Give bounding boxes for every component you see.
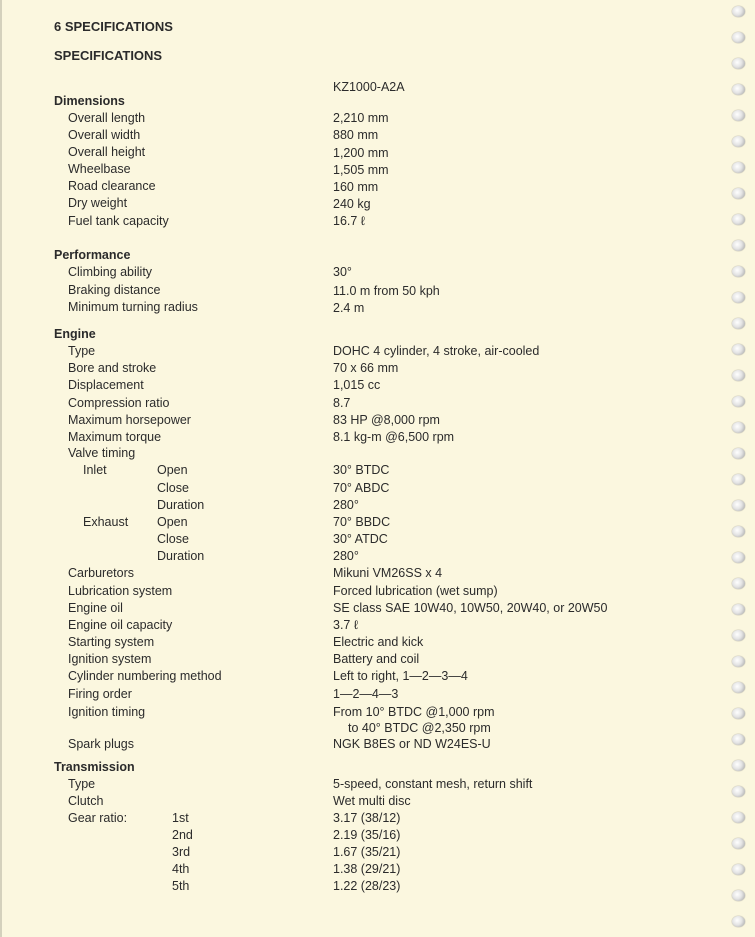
spec-value: 880 mm <box>333 128 379 142</box>
binder-hole <box>732 84 745 95</box>
spec-label: Valve timing <box>68 446 136 460</box>
valve-group-label: Exhaust <box>83 515 129 529</box>
spec-label: Compression ratio <box>68 396 170 410</box>
spec-value: 30° ATDC <box>333 532 388 546</box>
spec-value: 5-speed, constant mesh, return shift <box>333 777 533 791</box>
model-name: KZ1000-A2A <box>333 80 405 94</box>
gear-label: 4th <box>172 862 190 876</box>
binder-hole <box>732 422 745 433</box>
section-title-performance: Performance <box>54 248 131 262</box>
binder-hole <box>732 474 745 485</box>
spec-value: Left to right, 1—2—3—4 <box>333 669 468 683</box>
binder-hole <box>732 838 745 849</box>
spec-value: 1.67 (35/21) <box>333 845 401 859</box>
binder-hole <box>732 786 745 797</box>
section-title-engine: Engine <box>54 327 96 341</box>
spec-label: Climbing ability <box>68 265 153 279</box>
spec-value: 70 x 66 mm <box>333 361 399 375</box>
binder-hole <box>732 370 745 381</box>
valve-event-label: Duration <box>157 549 205 563</box>
spec-label: Ignition system <box>68 652 152 666</box>
spec-label: Displacement <box>68 378 144 392</box>
spec-value: Wet multi disc <box>333 794 411 808</box>
section-title-dimensions: Dimensions <box>54 94 125 108</box>
binder-hole <box>732 890 745 901</box>
spec-value: 16.7 ℓ <box>333 214 365 228</box>
spec-label: Clutch <box>68 794 104 808</box>
binder-hole <box>732 344 745 355</box>
spec-value: 1,015 cc <box>333 378 381 392</box>
binder-hole <box>732 6 745 17</box>
spec-value: 2.19 (35/16) <box>333 828 401 842</box>
binder-hole <box>732 292 745 303</box>
spec-value: 3.7 ℓ <box>333 618 358 632</box>
binder-hole <box>732 500 745 511</box>
spec-value: 1—2—4—3 <box>333 687 399 701</box>
spec-value-continuation: to 40° BTDC @2,350 rpm <box>348 721 491 735</box>
binder-hole <box>732 32 745 43</box>
spec-label: Cylinder numbering method <box>68 669 222 683</box>
spec-label: Lubrication system <box>68 584 173 598</box>
page-heading: SPECIFICATIONS <box>54 48 163 63</box>
binder-hole <box>732 656 745 667</box>
spec-label: Wheelbase <box>68 162 131 176</box>
spec-label: Type <box>68 777 96 791</box>
binder-hole <box>732 266 745 277</box>
gear-label: 1st <box>172 811 189 825</box>
binder-hole <box>732 708 745 719</box>
gear-label: 2nd <box>172 828 193 842</box>
spec-value: 70° ABDC <box>333 481 390 495</box>
binder-hole <box>732 916 745 927</box>
spec-value: 1,200 mm <box>333 146 389 160</box>
spec-label: Overall width <box>68 128 141 142</box>
binder-hole <box>732 682 745 693</box>
spec-value: 8.1 kg-m @6,500 rpm <box>333 430 455 444</box>
binder-hole <box>732 162 745 173</box>
binder-hole <box>732 318 745 329</box>
spec-value: 160 mm <box>333 180 379 194</box>
valve-event-label: Close <box>157 532 189 546</box>
spec-value: Battery and coil <box>333 652 420 666</box>
binder-hole <box>732 734 745 745</box>
spec-label: Maximum torque <box>68 430 162 444</box>
spec-value: 240 kg <box>333 197 371 211</box>
spec-label: Maximum horsepower <box>68 413 191 427</box>
spec-value: From 10° BTDC @1,000 rpm <box>333 705 495 719</box>
binder-hole <box>732 188 745 199</box>
spec-label: Engine oil <box>68 601 123 615</box>
chapter-title: 6 SPECIFICATIONS <box>54 19 173 34</box>
spec-label: Overall length <box>68 111 146 125</box>
spec-value: 1.22 (28/23) <box>333 879 401 893</box>
valve-group-label: Inlet <box>83 463 107 477</box>
spec-label: Fuel tank capacity <box>68 214 169 228</box>
valve-event-label: Close <box>157 481 189 495</box>
spec-value: 3.17 (38/12) <box>333 811 401 825</box>
spec-value: 1,505 mm <box>333 163 389 177</box>
binder-hole <box>732 136 745 147</box>
gear-label: 3rd <box>172 845 191 859</box>
spec-value: 2.4 m <box>333 301 365 315</box>
valve-event-label: Open <box>157 463 188 477</box>
binder-hole <box>732 760 745 771</box>
spec-label: Firing order <box>68 687 132 701</box>
spec-label: Dry weight <box>68 196 128 210</box>
spec-value: 280° <box>333 498 359 512</box>
spec-label: Braking distance <box>68 283 161 297</box>
spec-value: 30° BTDC <box>333 463 390 477</box>
binder-hole <box>732 396 745 407</box>
spec-value: 30° <box>333 265 352 279</box>
binder-hole <box>732 240 745 251</box>
spec-label: Ignition timing <box>68 705 146 719</box>
spec-value: Electric and kick <box>333 635 424 649</box>
valve-event-label: Duration <box>157 498 205 512</box>
spec-value: Forced lubrication (wet sump) <box>333 584 498 598</box>
spec-label: Carburetors <box>68 566 134 580</box>
spec-value: 11.0 m from 50 kph <box>333 284 440 298</box>
section-title-transmission: Transmission <box>54 760 135 774</box>
spec-value: Mikuni VM26SS x 4 <box>333 566 443 580</box>
binder-hole <box>732 864 745 875</box>
spec-value: NGK B8ES or ND W24ES-U <box>333 737 491 751</box>
spec-value: SE class SAE 10W40, 10W50, 20W40, or 20W50 <box>333 601 608 615</box>
binder-hole <box>732 110 745 121</box>
spec-value: 70° BBDC <box>333 515 391 529</box>
binder-hole <box>732 214 745 225</box>
binder-holes <box>719 0 755 937</box>
binder-hole <box>732 448 745 459</box>
binder-hole <box>732 812 745 823</box>
spec-label: Type <box>68 344 96 358</box>
spec-label: Gear ratio: <box>68 811 128 825</box>
spec-label: Road clearance <box>68 179 156 193</box>
binder-hole <box>732 578 745 589</box>
page-edge <box>0 0 2 937</box>
spec-label: Engine oil capacity <box>68 618 173 632</box>
binder-hole <box>732 630 745 641</box>
spec-label: Minimum turning radius <box>68 300 198 314</box>
binder-hole <box>732 58 745 69</box>
gear-label: 5th <box>172 879 190 893</box>
binder-hole <box>732 526 745 537</box>
spec-label: Spark plugs <box>68 737 135 751</box>
valve-event-label: Open <box>157 515 188 529</box>
spec-label: Bore and stroke <box>68 361 157 375</box>
spec-value: 280° <box>333 549 359 563</box>
spec-label: Starting system <box>68 635 155 649</box>
spec-value: 2,210 mm <box>333 111 389 125</box>
spec-value: 83 HP @8,000 rpm <box>333 413 440 427</box>
spec-value: 1.38 (29/21) <box>333 862 401 876</box>
binder-hole <box>732 604 745 615</box>
spec-value: 8.7 <box>333 396 351 410</box>
spec-value: DOHC 4 cylinder, 4 stroke, air-cooled <box>333 344 540 358</box>
binder-hole <box>732 552 745 563</box>
spec-label: Overall height <box>68 145 146 159</box>
